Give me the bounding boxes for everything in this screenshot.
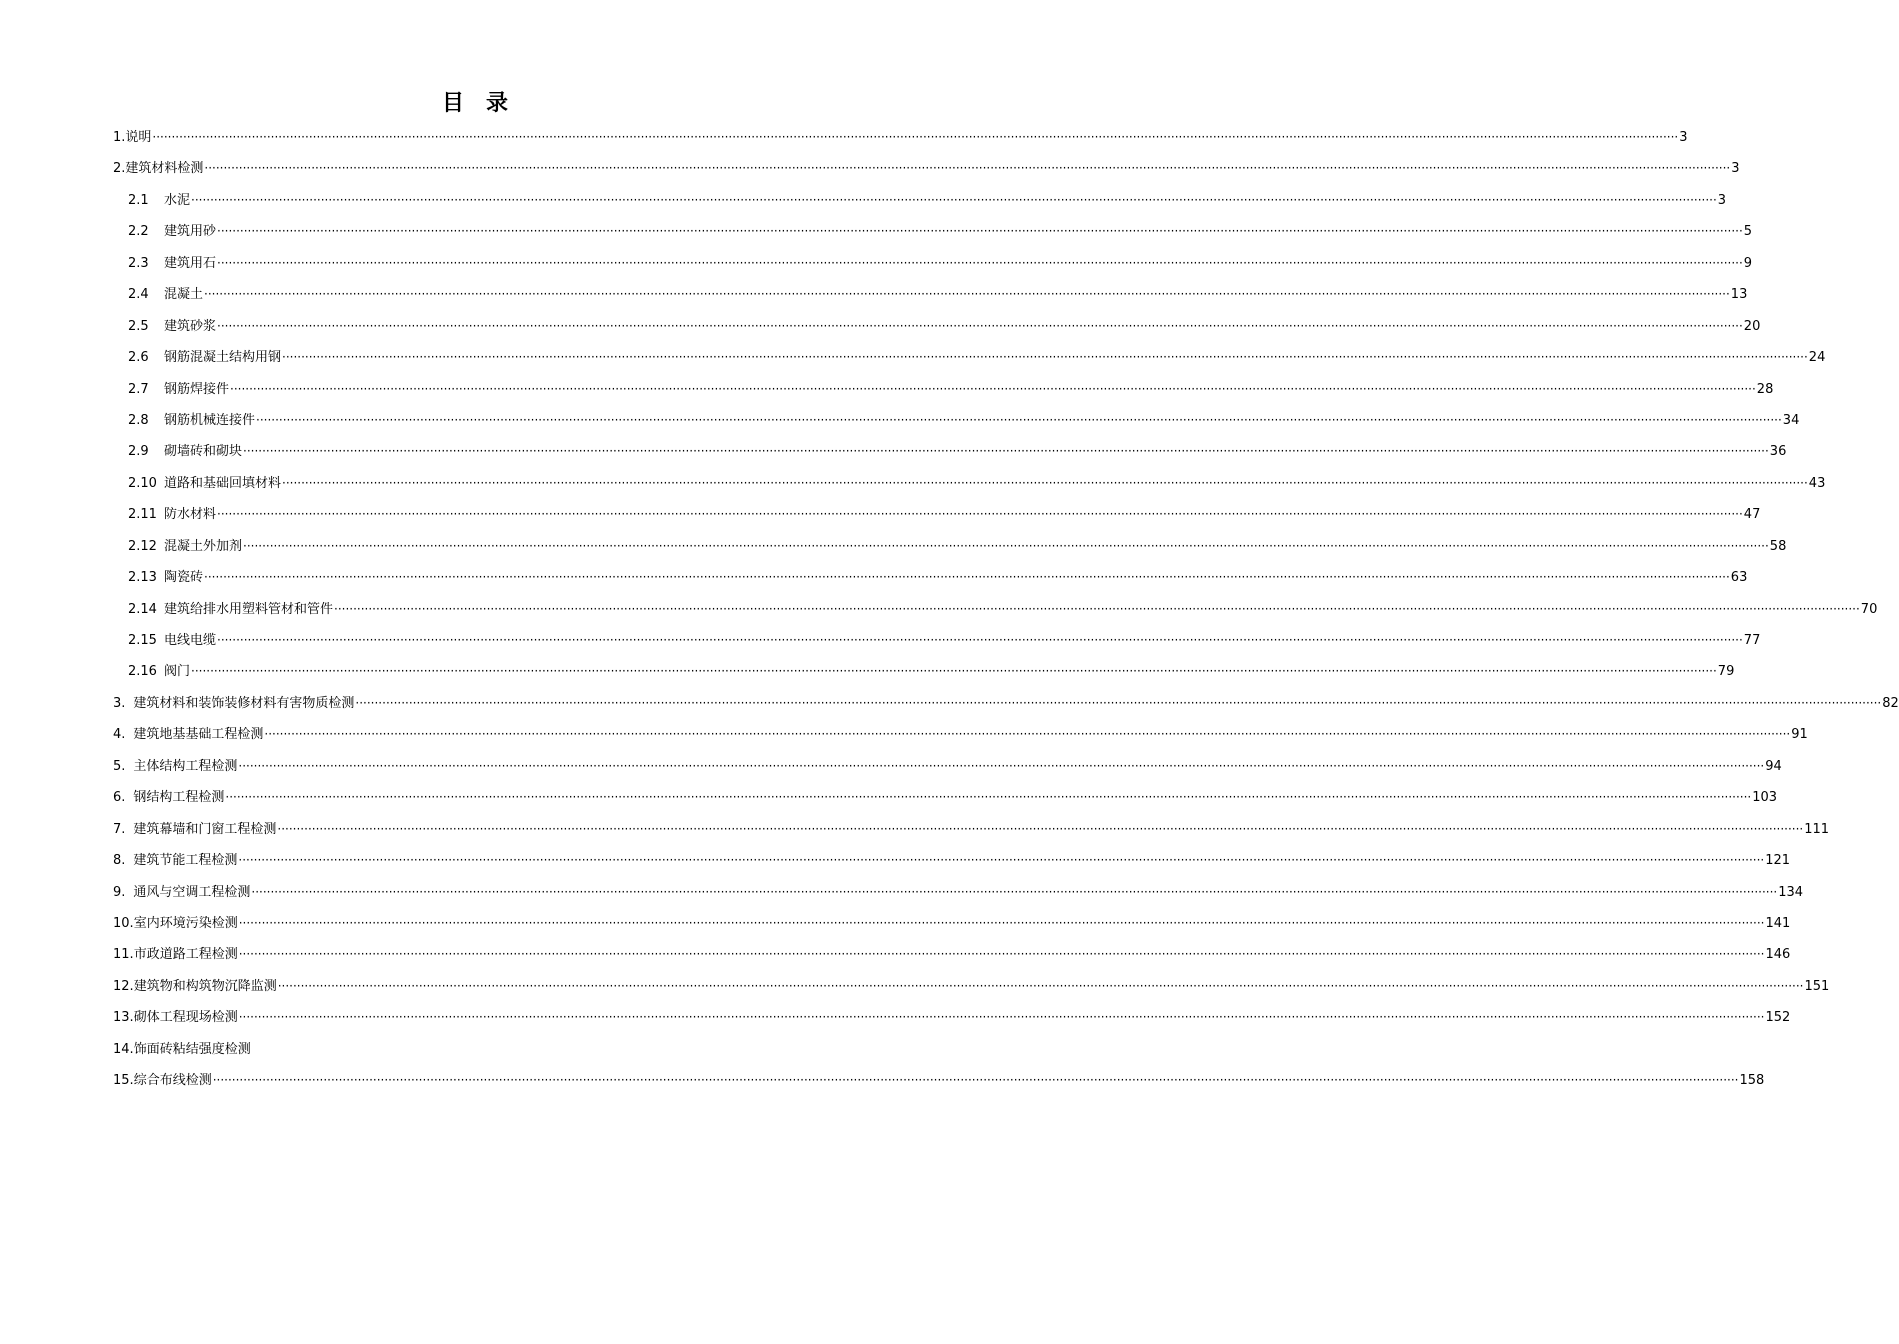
toc-entry[interactable]: [113, 723, 1808, 754]
toc-entry-title: 混凝土外加剂: [164, 538, 243, 554]
toc-entry[interactable]: [113, 409, 1800, 440]
toc-dot-leader: ················································································································································································································································································································································································································: [225, 790, 1752, 805]
toc-entry[interactable]: [113, 1038, 813, 1069]
toc-entry-title: 建筑幕墙和门窗工程检测: [133, 821, 277, 837]
toc-entry-number: 2.5: [128, 318, 149, 334]
toc-entry-title: 市政道路工程检测: [133, 947, 238, 963]
toc-entry-page-number: 151: [1804, 978, 1830, 994]
toc-entry[interactable]: [113, 912, 1791, 943]
toc-entry-number: 2.14: [128, 601, 157, 617]
toc-entry-number: 7.: [113, 821, 126, 837]
toc-entry-number: 4.: [113, 727, 126, 743]
toc-entry[interactable]: [113, 157, 1740, 188]
toc-dot-leader: ················································································································································································································································································································································································································: [243, 444, 1769, 459]
toc-entry[interactable]: [113, 881, 1804, 912]
toc-entry[interactable]: [113, 535, 1787, 566]
toc-entry-number: 2.6: [128, 350, 149, 366]
toc-entry-page-number: 3: [1731, 161, 1740, 177]
toc-entry-number: 14.: [113, 1041, 134, 1057]
toc-entry-title: 水泥: [164, 192, 191, 208]
toc-entry-page-number: 43: [1808, 475, 1826, 491]
toc-dot-leader: ················································································································································································································································································································································································································: [191, 664, 1717, 679]
toc-entry-title: 通风与空调工程检测: [133, 884, 251, 900]
toc-entry-title: 陶瓷砖: [164, 570, 204, 586]
toc-dot-leader: ················································································································································································································································································································································································································: [217, 255, 1743, 270]
toc-entry-page-number: 36: [1769, 444, 1787, 460]
toc-entry-number: 2.16: [128, 664, 157, 680]
toc-entry-number: 2.8: [128, 412, 149, 428]
toc-entry[interactable]: [113, 126, 1688, 157]
toc-dot-leader: ················································································································································································································································································································································································································: [217, 224, 1743, 239]
toc-entry-number: 12.: [113, 978, 134, 994]
toc-dot-leader: ················································································································································································································································································································································································································: [238, 853, 1765, 868]
toc-entry-title: 道路和基础回填材料: [164, 475, 282, 491]
toc-entry-page-number: 152: [1765, 1010, 1791, 1026]
toc-entry[interactable]: [113, 472, 1826, 503]
toc-entry-title: 建筑地基基础工程检测: [133, 727, 264, 743]
toc-dot-leader: ················································································································································································································································································································································································································: [256, 412, 1782, 427]
toc-entry-title: 建筑物和构筑物沉降监测: [133, 978, 277, 994]
toc-entry-number: 2.11: [128, 507, 157, 523]
toc-entry-page-number: 20: [1743, 318, 1761, 334]
toc-entry[interactable]: [113, 755, 1782, 786]
toc-dot-leader: ················································································································································································································································································································································································································: [204, 570, 1730, 585]
toc-entry[interactable]: [113, 252, 1753, 283]
toc-entry-page-number: 82: [1882, 695, 1899, 711]
toc-entry-title: 防水材料: [164, 507, 217, 523]
toc-entry-page-number: 28: [1756, 381, 1774, 397]
toc-entry-number: 6.: [113, 790, 126, 806]
toc-entry-page-number: 24: [1808, 350, 1826, 366]
toc-entry-title: 电线电缆: [164, 633, 217, 648]
toc-entry-page-number: 94: [1765, 758, 1782, 774]
toc-dot-leader: ················································································································································································································································································································································································································: [355, 695, 1882, 710]
toc-entry-page-number: 146: [1765, 947, 1791, 963]
toc-dot-leader: ················································································································································································································································································································································································································: [230, 381, 1756, 396]
toc-entry-page-number: 58: [1769, 538, 1787, 554]
toc-entry-page-number: 111: [1804, 821, 1830, 837]
toc-dot-leader: ················································································································································································································································································································································································································: [238, 758, 1765, 773]
toc-entry-number: 2.: [113, 161, 126, 177]
toc-dot-leader: ················································································································································································································································································································································································································: [204, 161, 1731, 176]
toc-dot-leader: ················································································································································································································································································································································································································: [277, 978, 1804, 993]
toc-entry-number: 2.7: [128, 381, 149, 397]
toc-entry-page-number: 47: [1743, 507, 1761, 523]
toc-entry[interactable]: [113, 786, 1778, 817]
toc-entry-title: 钢筋混凝土结构用钢: [164, 350, 282, 366]
toc-entry[interactable]: [113, 692, 1899, 723]
toc-entry[interactable]: [113, 1006, 1791, 1037]
toc-dot-leader: ················································································································································································································································································································································································································: [238, 915, 1765, 930]
toc-dot-leader: ················································································································································································································································································································································································································: [191, 192, 1717, 207]
toc-entry-page-number: 3: [1679, 130, 1688, 145]
toc-entry-number: 2.1: [128, 192, 149, 208]
toc-entry-page-number: 134: [1778, 884, 1804, 900]
toc-dot-leader: ················································································································································································································································································································································································································: [282, 475, 1808, 490]
toc-entry-title: 建筑用石: [164, 255, 217, 271]
toc-entry[interactable]: [113, 598, 1878, 629]
toc-entry-title: 建筑砂浆: [164, 318, 217, 334]
toc-dot-leader: ················································································································································································································································································································································································································: [243, 538, 1769, 553]
toc-entry-number: 2.15: [128, 633, 157, 648]
toc-dot-leader: ················································································································································································································································································································································································································: [152, 130, 1679, 144]
toc-entry-number: 8.: [113, 853, 126, 869]
toc-entry-page-number: 91: [1791, 727, 1808, 743]
toc-dot-leader: ················································································································································································································································································································································································································: [212, 1073, 1739, 1088]
toc-entry-page-number: 121: [1765, 853, 1791, 869]
toc-entry-number: 11.: [113, 947, 134, 963]
toc-entry-title: 砌墙砖和砌块: [164, 444, 243, 460]
toc-entry[interactable]: [113, 943, 1791, 974]
toc-entry[interactable]: [113, 315, 1761, 346]
toc-entry-page-number: 77: [1743, 633, 1761, 648]
toc-entry[interactable]: [113, 283, 1748, 314]
toc-entry-title: 钢筋焊接件: [164, 381, 230, 397]
toc-dot-leader: ················································································································································································································································································································································································································: [204, 287, 1730, 302]
toc-entry-number: 3.: [113, 695, 126, 711]
toc-entry[interactable]: [113, 818, 1830, 849]
toc-dot-leader: ················································································································································································································································································································································································································: [334, 601, 1860, 616]
toc-entry-title: 建筑材料检测: [125, 161, 204, 177]
toc-entry-title: 建筑给排水用塑料管材和管件: [164, 601, 334, 617]
toc-entry-number: 15.: [113, 1073, 134, 1089]
toc-entry-page-number: 63: [1730, 570, 1748, 586]
toc-entry-title: 钢结构工程检测: [133, 790, 225, 806]
toc-entry-title: 建筑用砂: [164, 224, 217, 240]
toc-entry[interactable]: [113, 1069, 1765, 1100]
toc-entry-page-number: 158: [1739, 1073, 1765, 1089]
toc-entry-number: 2.12: [128, 538, 157, 554]
toc-dot-leader: ················································································································································································································································································································································································································: [217, 318, 1743, 333]
toc-entry-number: 9.: [113, 884, 126, 900]
toc-entry-title: 阀门: [164, 664, 191, 680]
toc-entry-title: 砌体工程现场检测: [133, 1010, 238, 1026]
toc-entry-page-number: 5: [1743, 224, 1753, 240]
toc-dot-leader: ················································································································································································································································································································································································································: [217, 633, 1743, 647]
toc-entry-number: 2.2: [128, 224, 149, 240]
toc-entry-title: 钢筋机械连接件: [164, 412, 256, 428]
toc-entry[interactable]: [113, 629, 1761, 660]
toc-entry-title: 建筑节能工程检测: [133, 853, 238, 869]
toc-entry[interactable]: [113, 849, 1791, 880]
toc-entry[interactable]: [113, 566, 1748, 597]
toc-entry-page-number: 141: [1765, 915, 1791, 931]
toc-entry-page-number: 3: [1717, 192, 1727, 208]
table-of-contents: [113, 126, 1899, 1101]
toc-dot-leader: ················································································································································································································································································································································································································: [217, 507, 1743, 522]
toc-entry-title: 建筑材料和装饰装修材料有害物质检测: [133, 695, 355, 711]
toc-entry-number: 13.: [113, 1010, 134, 1026]
toc-entry-title: 混凝土: [164, 287, 204, 303]
toc-entry-page-number: 34: [1782, 412, 1800, 428]
toc-entry-number: 2.3: [128, 255, 149, 271]
toc-entry-number: 10.: [113, 915, 134, 931]
toc-entry-number: 1.: [113, 130, 126, 145]
toc-entry[interactable]: [113, 189, 1727, 220]
toc-entry-page-number: 79: [1717, 664, 1735, 680]
toc-dot-leader: ················································································································································································································································································································································································································: [238, 947, 1765, 962]
toc-dot-leader: ················································································································································································································································································································································································································: [264, 727, 1791, 742]
toc-entry[interactable]: [113, 346, 1826, 377]
toc-entry-page-number: 9: [1743, 255, 1753, 271]
toc-entry-page-number: 103: [1752, 790, 1778, 806]
toc-entry-number: 2.13: [128, 570, 157, 586]
toc-entry-number: 2.9: [128, 444, 149, 460]
toc-entry-title: 室内环境污染检测: [133, 915, 238, 931]
toc-entry[interactable]: [113, 503, 1761, 534]
toc-entry[interactable]: [113, 378, 1774, 409]
toc-entry-page-number: 70: [1860, 601, 1878, 617]
toc-entry[interactable]: [113, 440, 1787, 471]
toc-entry-page-number: 13: [1730, 287, 1748, 303]
toc-entry-title: 饰面砖粘结强度检测: [133, 1041, 251, 1057]
toc-entry[interactable]: [113, 975, 1830, 1006]
toc-dot-leader: ················································································································································································································································································································································································································: [251, 884, 1778, 899]
toc-entry-number: 2.4: [128, 287, 149, 303]
toc-entry-number: 5.: [113, 758, 126, 774]
page-title: 目 录: [441, 91, 508, 116]
toc-entry-title: 综合布线检测: [133, 1073, 212, 1089]
toc-dot-leader: ················································································································································································································································································································································································································: [277, 821, 1804, 836]
toc-dot-leader: ················································································································································································································································································································································································································: [282, 350, 1808, 365]
toc-entry[interactable]: [113, 660, 1735, 691]
toc-entry-title: 说明: [125, 130, 152, 145]
toc-entry[interactable]: [113, 220, 1753, 251]
toc-entry-number: 2.10: [128, 475, 157, 491]
toc-dot-leader: ················································································································································································································································································································································································································: [238, 1010, 1765, 1025]
toc-entry-title: 主体结构工程检测: [133, 758, 238, 774]
